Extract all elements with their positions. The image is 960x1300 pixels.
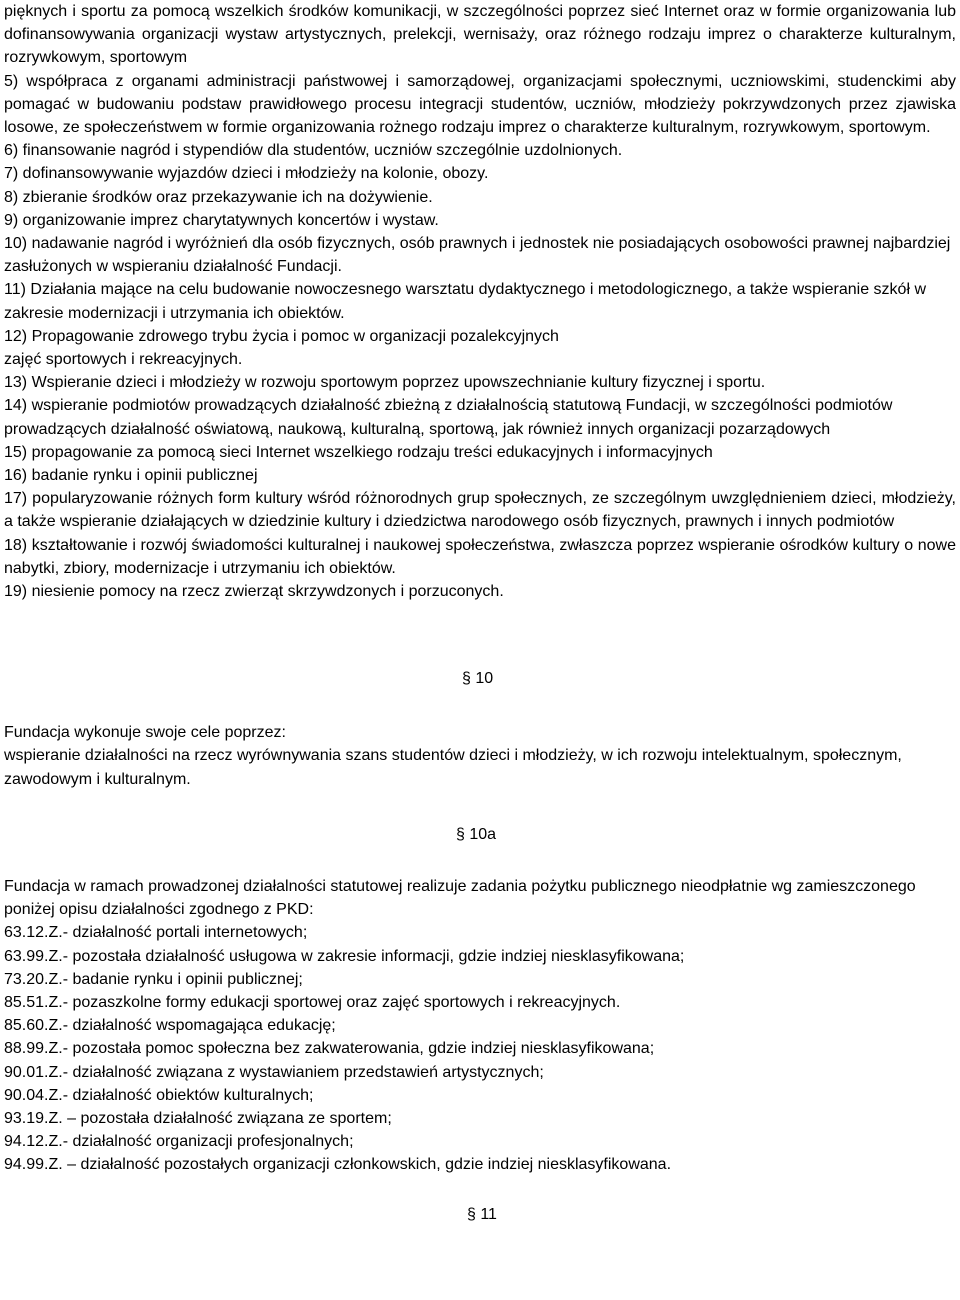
pkd-code-item: 90.01.Z.- działalność związana z wystawianiem przedstawień artystycznych;	[4, 1063, 544, 1081]
document-page	[4, 0, 956, 1226]
item-17: 17) popularyzowanie różnych form kultury wśród różnorodnych grup społecznych, ze szczególnym uwzględnieniem dzieci, młodzieży, a także wspieranie działających w dziedzinie kultury i dziedzictwa narodowego osób fizycznych, prawnych i innych podmiotów	[4, 490, 956, 531]
item-18: 18) kształtowanie i rozwój świadomości kulturalnej i naukowej społeczeństwa, zwłaszcza poprzez wspieranie ośrodków kultury o nowe nabytki, zbiory, modernizacje i utrzymaniu ich obiektów.	[4, 536, 956, 577]
pkd-code-item: 85.60.Z.- działalność wspomagająca edukację;	[4, 1017, 336, 1035]
pkd-code-list	[4, 921, 956, 1176]
item-14: 14) wspieranie podmiotów prowadzących działalność zbieżną z działalnością statutową Fundacji, w szczególności podmiotów prowadzących działalność oświatową, naukową, kulturalną, sportową, jak również innych organizacji pozarządowych	[4, 397, 893, 438]
pkd-code-item: 73.20.Z.- badanie rynku i opinii publicznej;	[4, 970, 303, 988]
pkd-code-item: 94.99.Z. – działalność pozostałych organizacji członkowskich, gdzie indziej niesklasyfikowana.	[4, 1156, 672, 1174]
item-6: 6) finansowanie nagród i stypendiów dla studentów, uczniów szczególnie uzdolnionych.	[4, 142, 623, 160]
item-7: 7) dofinansowywanie wyjazdów dzieci i młodzieży na kolonie, obozy.	[4, 165, 489, 183]
section-10a-heading: § 10a	[456, 825, 497, 843]
pkd-code-item: 85.51.Z.- pozaszkolne formy edukacji sportowej oraz zajęć sportowych i rekreacyjnych.	[4, 993, 621, 1011]
pkd-code-item: 90.04.Z.- działalność obiektów kulturalnych;	[4, 1086, 314, 1104]
item-10: 10) nadawanie nagród i wyróżnień dla osób fizycznych, osób prawnych i jednostek nie posiadających osobowości prawnej najbardziej zasłużonych w wspieraniu działalność Fundacji.	[4, 235, 951, 276]
paragraph-intro-continuation: pięknych i sportu za pomocą wszelkich środków komunikacji, w szczególności poprzez sieć Internet oraz w formie organizowania lub dofinansowywania organizacji wystaw artystycznych, prelekcji, wernisaży, oraz różnego rodzaju imprez o charakterze kulturalnym, rozrywkowym, sportowym	[4, 3, 956, 67]
section-10a-intro: Fundacja w ramach prowadzonej działalności statutowej realizuje zadania pożytku publicznego nieodpłatnie wg zamieszczonego poniżej opisu działalności zgodnego z PKD:	[4, 877, 916, 919]
item-11: 11) Działania mające na celu budowanie nowoczesnego warsztatu dydaktycznego i metodologicznego, a także wspieranie szkół w zakresie modernizacji i utrzymania ich obiektów.	[4, 281, 926, 322]
section-11-heading: § 11	[467, 1205, 497, 1223]
item-15: 15) propagowanie za pomocą sieci Internet wszelkiego rodzaju treści edukacyjnych i informacyjnych	[4, 443, 713, 461]
pkd-code-item: 93.19.Z. – pozostała działalność związana ze sportem;	[4, 1109, 392, 1127]
item-5: 5) współpraca z organami administracji państwowej i samorządowej, organizacjami społecznymi, uczniowskimi, studenckimi aby pomagać w budowaniu podstaw prawidłowego procesu integracji studentów, uczniów, młodzieży pokrzywdzonych przez zjawiska losowe, ze społeczeństwem w formie organizowania rożnego rodzaju imprez o charakterze kulturalnym, rozrywkowym, sportowym.	[4, 72, 956, 137]
pkd-code-item: 88.99.Z.- pozostała pomoc społeczna bez zakwaterowania, gdzie indziej niesklasyfikowana;	[4, 1040, 655, 1058]
section-10-intro: Fundacja wykonuje swoje cele poprzez:	[4, 724, 286, 742]
item-8: 8) zbieranie środków oraz przekazywanie ich na dożywienie.	[4, 188, 433, 206]
item-19: 19) niesienie pomocy na rzecz zwierząt skrzywdzonych i porzuconych.	[4, 583, 504, 601]
section-10-heading: § 10	[462, 670, 494, 688]
pkd-code-item: 63.99.Z.- pozostała działalność usługowa w zakresie informacji, gdzie indziej niesklasyfikowana;	[4, 947, 685, 965]
item-12-line1: 12) Propagowanie zdrowego trybu życia i pomoc w organizacji pozalekcyjnych	[4, 327, 559, 345]
item-16: 16) badanie rynku i opinii publicznej	[4, 467, 258, 485]
section-10-body: wspieranie działalności na rzecz wyrównywania szans studentów dzieci i młodzieży, w ich rozwoju intelektualnym, społecznym, zawodowym i kulturalnym.	[4, 747, 902, 788]
pkd-code-item: 63.12.Z.- działalność portali internetowych;	[4, 924, 308, 942]
pkd-code-item: 94.12.Z.- działalność organizacji profesjonalnych;	[4, 1133, 354, 1151]
item-12-line2: zajęć sportowych i rekreacyjnych.	[4, 351, 243, 369]
item-13: 13) Wspieranie dzieci i młodzieży w rozwoju sportowym poprzez upowszechnianie kultury fizycznej i sportu.	[4, 374, 766, 392]
item-9: 9) organizowanie imprez charytatywnych koncertów i wystaw.	[4, 211, 439, 229]
